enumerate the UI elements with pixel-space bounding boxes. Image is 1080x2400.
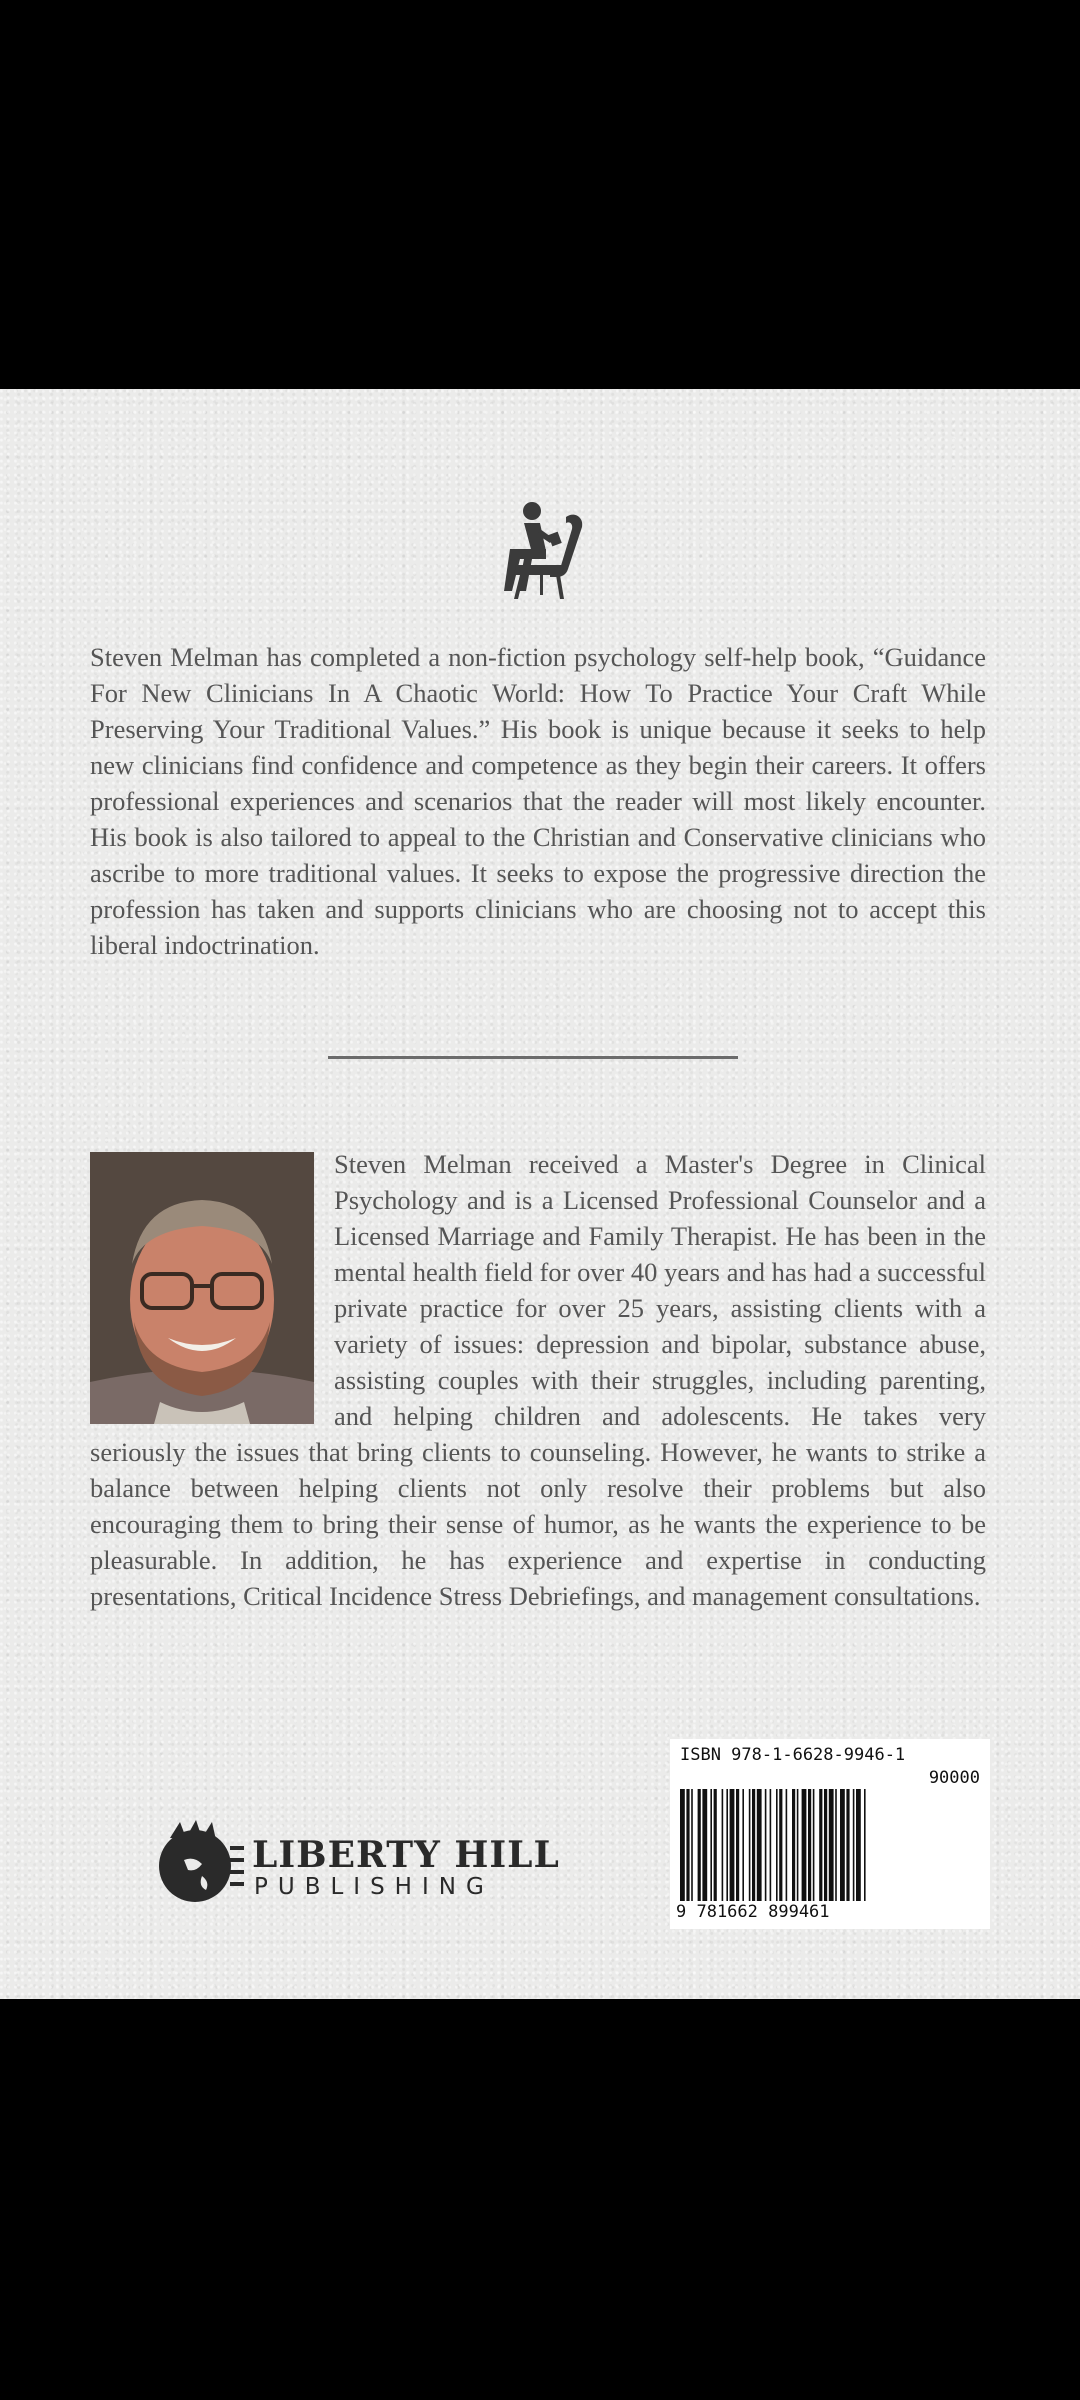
publisher-name: LIBERTY HILL	[252, 1834, 560, 1876]
price-code: 90000	[928, 1768, 980, 1788]
divider	[328, 1056, 738, 1059]
publisher-logo	[150, 1816, 560, 1911]
book-back-cover	[0, 389, 1080, 1999]
liberty-head-icon	[150, 1816, 245, 1911]
bottom-black-bar	[0, 1999, 1080, 2400]
barcode-number: 9 781662 899461	[676, 1902, 830, 1922]
author-bio-section	[90, 1146, 986, 1614]
book-description: Steven Melman has completed a non-fiction psychology self-help book, “Guidance For New Clinicians In A Chaotic World: How To Practice Your Craft While Preserving Your Traditional Values.” His book is unique because it seeks to help new clinicians find confidence and competence as they begin their careers. It offers professional experiences and scenarios that the reader will most likely encounter. His book is also tailored to appeal to the Christian and Conservative clinicians who ascribe to more traditional values. It seeks to expose the progressive direction the profession has taken and supports clinicians who are choosing not to accept this liberal indoctrination.	[90, 642, 986, 960]
author-portrait	[90, 1152, 314, 1424]
therapy-chair-icon	[480, 499, 590, 604]
author-bio: Steven Melman received a Master's Degree in Clinical Psychology and is a Licensed Professional Counselor and a Licensed Marriage and Family Therapist. He has been in the mental health field for over 40 years and has had a successful private practice for over 25 years, assisting clients with a variety of issues: depression and bipolar, substance abuse, assisting couples with their struggles, including parenting, and helping children and adolescents. He takes very seriously the issues that bring clients to counseling. However, he wants to strike a balance between helping clients not only resolve their problems but also encouraging them to bring their sense of humor, as he wants the experience to be pleasurable. In addition, he has experience and expertise in conducting presentations, Critical Incidence Stress Debriefings, and management consultations.	[90, 1149, 986, 1611]
publisher-sub: PUBLISHING	[254, 1874, 494, 1900]
top-black-bar	[0, 0, 1080, 389]
author-photo	[90, 1152, 314, 1424]
barcode-bars	[680, 1789, 980, 1901]
isbn-label: ISBN 978-1-6628-9946-1	[680, 1745, 906, 1765]
isbn-barcode	[670, 1739, 990, 1929]
